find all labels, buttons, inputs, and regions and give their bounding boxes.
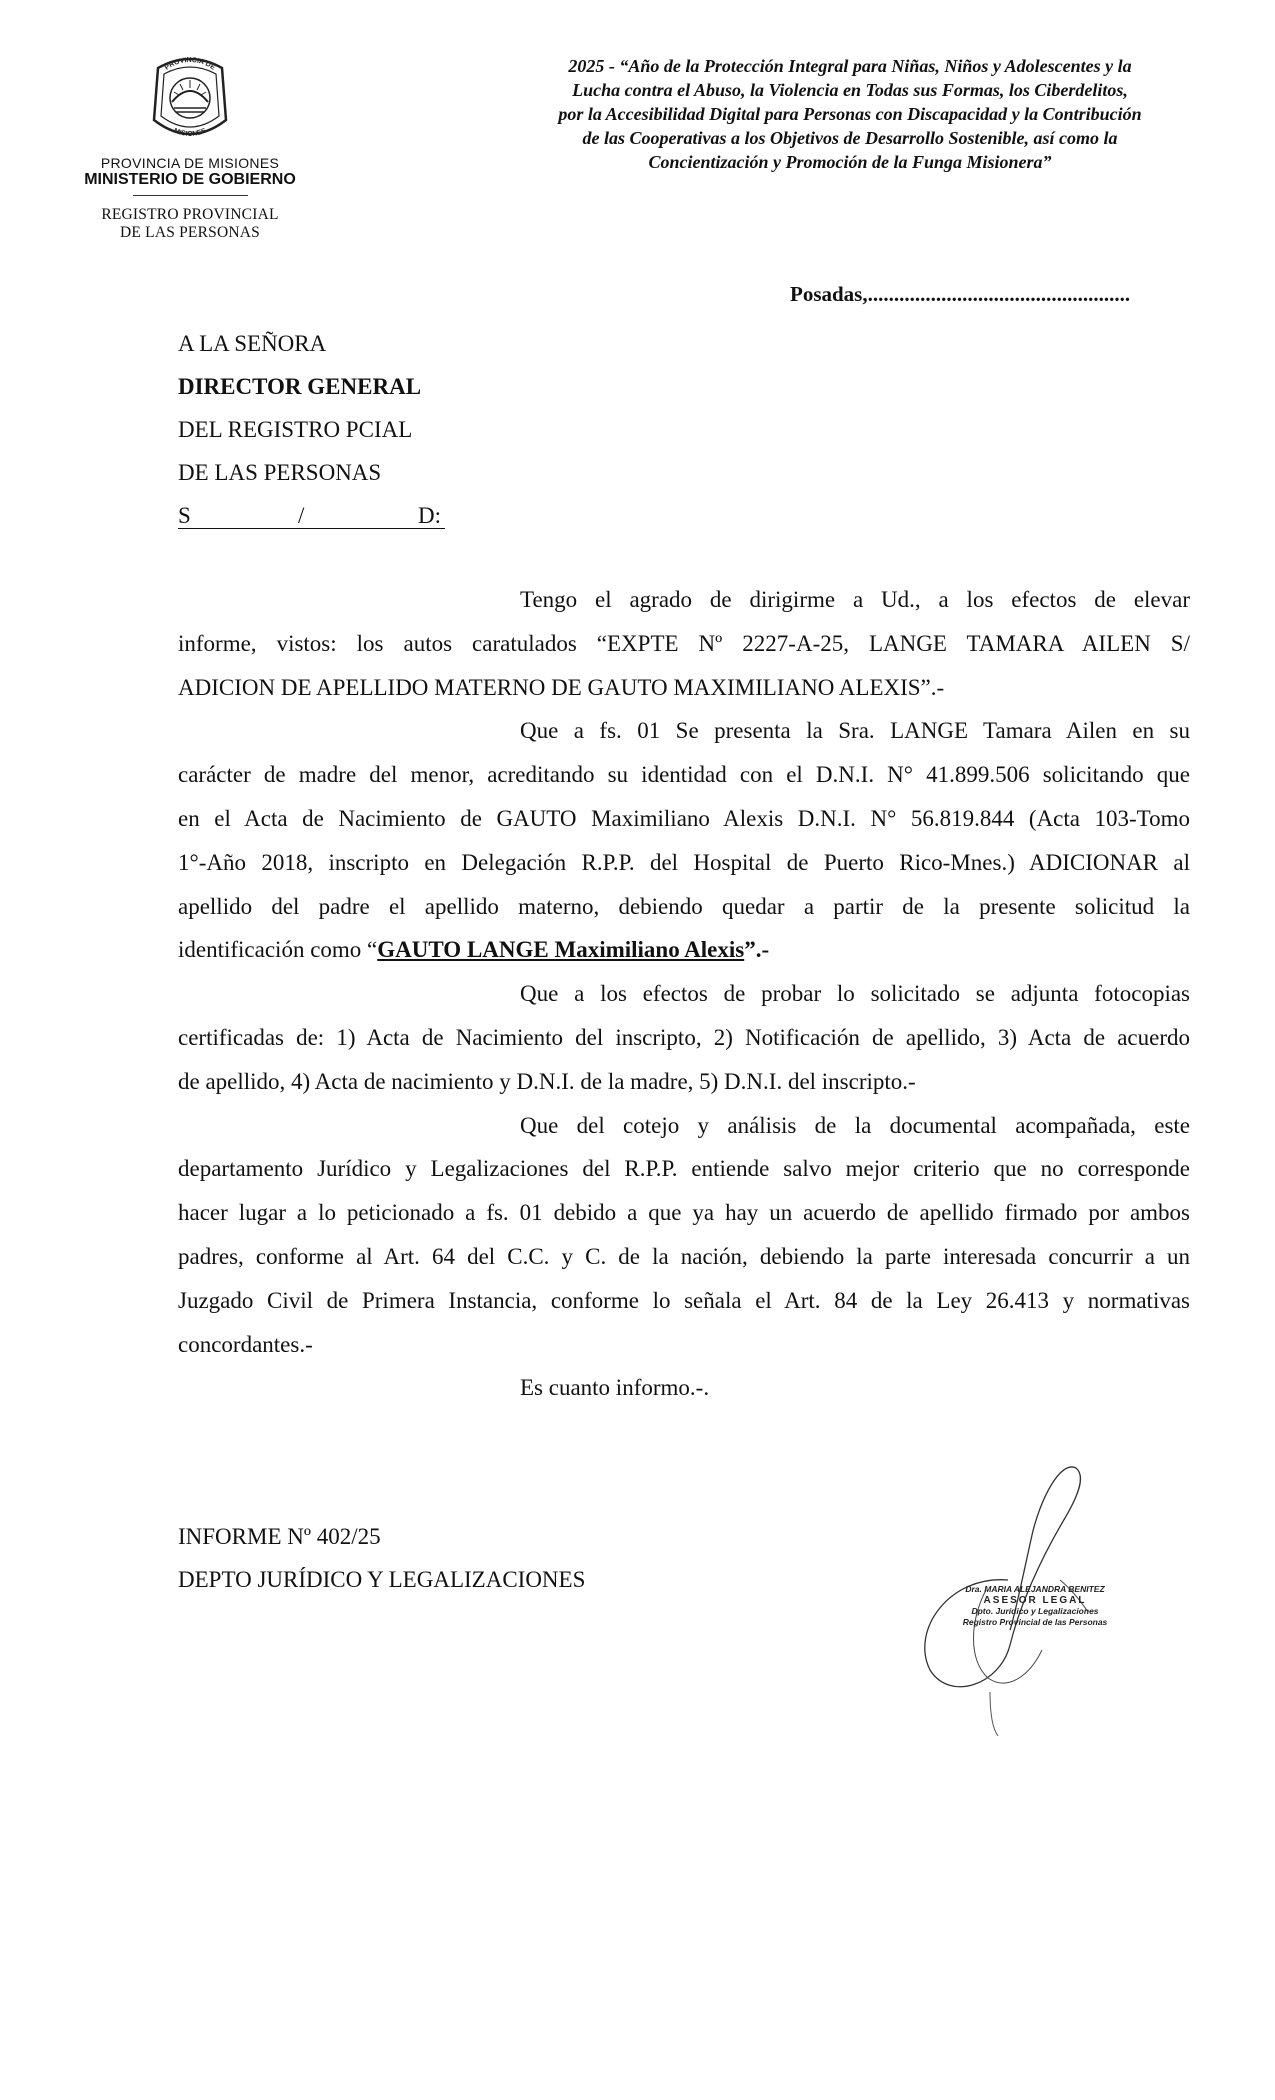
body-line: en el Acta de Nacimiento de GAUTO Maximiliano Alexis D.N.I. N° 56.819.844 (Acta 103-Tomo (178, 805, 1190, 831)
place-date: Posadas,.................................................. (790, 282, 1131, 306)
addressee-line: DE LAS PERSONAS (178, 460, 382, 485)
body-line: 1°-Año 2018, inscripto en Delegación R.P.P. del Hospital de Puerto Rico-Mnes.) ADICIONAR al (178, 849, 1190, 875)
seal-text-bottom: MISIONES (172, 127, 208, 138)
addressee-title: DIRECTOR GENERAL (178, 374, 422, 399)
department-name: DEPTO JURÍDICO Y LEGALIZACIONES (178, 1567, 586, 1592)
stamp-title: ASESOR LEGAL (983, 1595, 1087, 1606)
body-line (178, 928, 1190, 972)
svg-text:MISIONES (173, 127, 208, 137)
body-line: carácter de madre del menor, acreditando su identidad con el D.N.I. N° 41.899.506 solicitando que (178, 762, 1190, 788)
motto-line: 2025 - “Año de la Protección Integral para Niñas, Niños y Adolescentes y la (568, 56, 1132, 76)
registry-line-1: REGISTRO PROVINCIAL (101, 206, 279, 223)
addressee-line: A LA SEÑORA (178, 331, 327, 356)
letterhead-divider (133, 195, 248, 196)
body-line: hacer lugar a lo peticionado a fs. 01 debido a que ya hay un acuerdo de apellido firmado por ambos (178, 1200, 1190, 1226)
body-line: apellido del padre el apellido materno, debiendo quedar a partir de la presente solicitud la (178, 893, 1190, 919)
motto-line: Lucha contra el Abuso, la Violencia en Todas sus Formas, los Ciberdelitos, (572, 80, 1128, 100)
body-line: Tengo el agrado de dirigirme a Ud., a los efectos de elevar (520, 587, 1190, 612)
registry-line-2: DE LAS PERSONAS (120, 224, 260, 241)
addressee-block (178, 322, 445, 537)
body-line: Que del cotejo y análisis de la documental acompañada, este (520, 1112, 1190, 1138)
registry-name (70, 206, 310, 242)
body-text: ”.- (744, 937, 770, 963)
motto-line: de las Cooperativas a los Objetivos de Desarrollo Sostenible, así como la (582, 128, 1118, 148)
sd-d: D: (418, 503, 441, 528)
motto-line: Concientización y Promoción de la Funga Misionera” (648, 152, 1052, 172)
report-body (178, 578, 1190, 1410)
body-text: identificación como “ (178, 937, 378, 963)
addressee-line: DEL REGISTRO PCIAL (178, 417, 413, 442)
body-line: Juzgado Civil de Primera Instancia, conforme lo señala el Art. 84 de la Ley 26.413 y normativas (178, 1287, 1190, 1313)
salutation-sd (178, 494, 445, 537)
body-line: padres, conforme al Art. 64 del C.C. y C. de la nación, debiendo la parte interesada concurrir a un (178, 1243, 1190, 1269)
body-line: ADICION DE APELLIDO MATERNO DE GAUTO MAXIMILIANO ALEXIS”.- (178, 674, 945, 700)
signature-stamp (950, 1584, 1120, 1628)
sd-s: S (178, 503, 191, 528)
report-number: INFORME Nº 402/25 (178, 1524, 381, 1549)
stamp-dept: Dpto. Jurídico y Legalizaciones (971, 1606, 1099, 1616)
year-motto (490, 54, 1210, 174)
svg-text:PROVINCIA DE (164, 57, 217, 72)
stamp-name: Dra. MARIA ALEJANDRA BENITEZ (965, 1584, 1105, 1594)
ministry-name: MINISTERIO DE GOBIERNO (84, 171, 296, 188)
body-line: concordantes.- (178, 1331, 313, 1357)
body-line: certificadas de: 1) Acta de Nacimiento del inscripto, 2) Notificación de apellido, 3) Acta de acuerdo (178, 1024, 1190, 1050)
closing-line: Es cuanto informo.-. (520, 1375, 710, 1401)
new-full-name: GAUTO LANGE Maximiliano Alexis (377, 937, 745, 963)
motto-line: por la Accesibilidad Digital para Personas con Discapacidad y la Contribución (558, 104, 1142, 124)
stamp-office: Registro Provincial de las Personas (962, 1617, 1108, 1627)
province-name: PROVINCIA DE MISIONES (100, 155, 280, 171)
seal-text-top: PROVINCIA DE (163, 56, 217, 72)
body-line: departamento Jurídico y Legalizaciones del R.P.P. entiende salvo mejor criterio que no corresponde (178, 1156, 1190, 1182)
body-line: de apellido, 4) Acta de nacimiento y D.N.I. de la madre, 5) D.N.I. del inscripto.- (178, 1068, 916, 1094)
province-seal-icon (130, 50, 250, 146)
body-line: Que a los efectos de probar lo solicitado se adjunta fotocopias (520, 981, 1190, 1007)
body-line: informe, vistos: los autos caratulados “EXPTE Nº 2227-A-25, LANGE TAMARA AILEN S/ (178, 630, 1190, 656)
letterhead (70, 50, 310, 242)
sd-slash: / (298, 503, 305, 528)
body-line: Que a fs. 01 Se presenta la Sra. LANGE Tamara Ailen en su (520, 718, 1190, 744)
report-footer (178, 1515, 585, 1601)
